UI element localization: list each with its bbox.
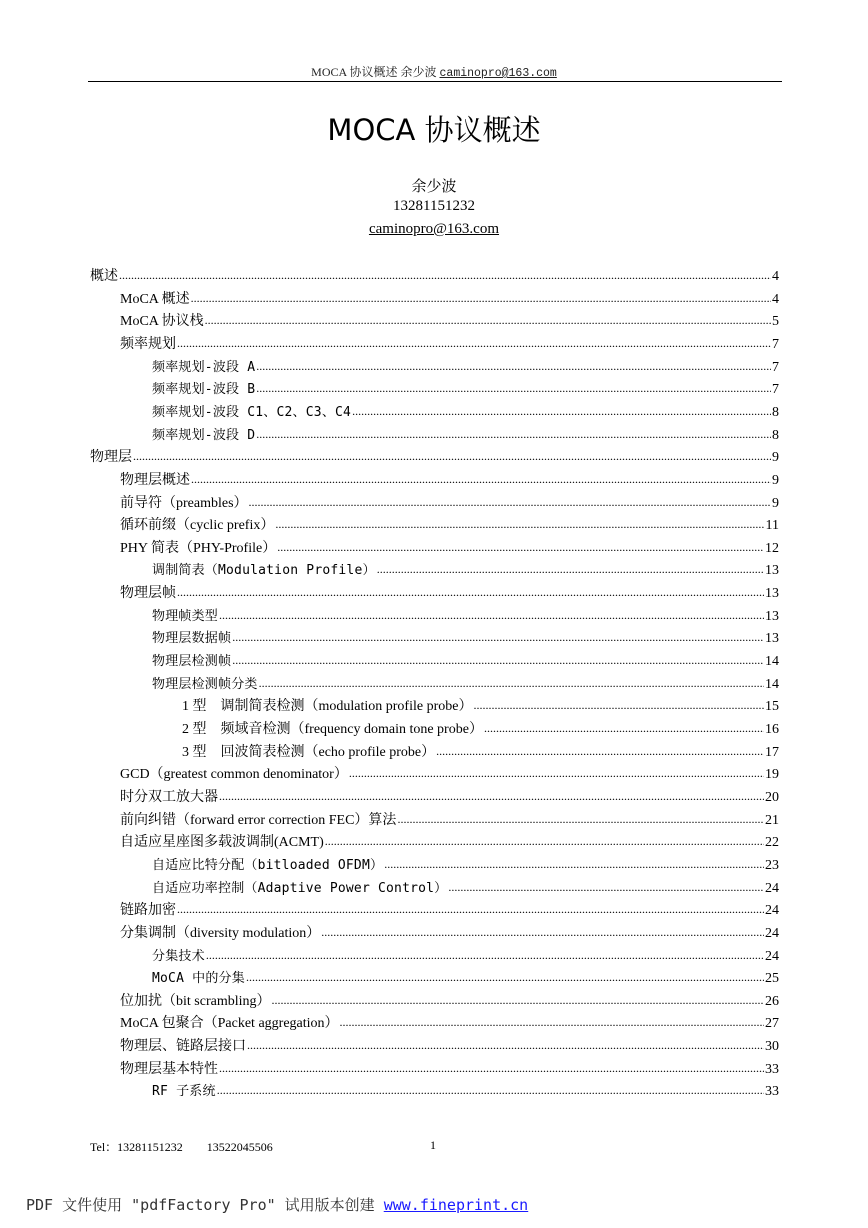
toc-dot-leader — [219, 608, 764, 626]
toc-entry-page: 24 — [765, 925, 779, 941]
toc-dot-leader — [256, 381, 771, 399]
toc-entry-label: 物理层检测帧 — [152, 654, 232, 670]
toc-entry-label: 物理层概述 — [120, 472, 190, 488]
toc-dot-leader — [397, 812, 764, 830]
watermark-link[interactable]: www.fineprint.cn — [383, 1196, 529, 1214]
toc-entry[interactable] — [152, 379, 779, 399]
toc-dot-leader — [256, 427, 771, 445]
toc-entry-label: 概述 — [90, 269, 118, 284]
toc-entry-label: 前导符（preambles） — [120, 495, 248, 511]
toc-entry[interactable] — [120, 764, 779, 784]
toc-entry[interactable] — [120, 810, 779, 830]
toc-entry-page: 13 — [765, 608, 779, 624]
toc-entry[interactable] — [120, 311, 779, 331]
toc-entry-page: 7 — [772, 336, 779, 352]
toc-entry[interactable] — [120, 1036, 779, 1056]
toc-entry-page: 14 — [765, 654, 779, 670]
toc-dot-leader — [436, 744, 764, 762]
toc-dot-leader — [249, 495, 771, 513]
toc-entry-page: 14 — [765, 676, 779, 692]
toc-entry[interactable] — [120, 787, 779, 807]
running-header — [88, 63, 780, 81]
toc-entry-page: 30 — [765, 1039, 779, 1055]
header-divider — [88, 81, 782, 82]
toc-entry-label: 分集技术 — [152, 948, 205, 964]
toc-entry[interactable] — [120, 583, 779, 603]
toc-entry-label: 调制简表（Modulation Profile） — [152, 563, 376, 579]
toc-dot-leader — [484, 721, 764, 739]
toc-entry-page: 4 — [772, 291, 779, 307]
toc-entry[interactable] — [152, 402, 779, 422]
toc-entry-page: 27 — [765, 1016, 779, 1032]
toc-dot-leader — [191, 472, 771, 490]
toc-dot-leader — [277, 540, 764, 558]
toc-entry[interactable] — [152, 628, 779, 648]
toc-entry-page: 12 — [765, 540, 779, 556]
toc-dot-leader — [232, 653, 764, 671]
toc-entry-label: 自适应功率控制（Adaptive Power Control） — [152, 880, 448, 896]
toc-entry[interactable] — [152, 855, 779, 875]
toc-dot-leader — [256, 359, 771, 377]
toc-entry-label: 物理层、链路层接口 — [120, 1039, 246, 1055]
toc-entry-page: 24 — [765, 903, 779, 919]
toc-entry[interactable] — [152, 651, 779, 671]
toc-entry-label: 链路加密 — [120, 903, 176, 919]
pdf-watermark — [26, 1194, 528, 1215]
author-name: 余少波 — [411, 179, 457, 195]
toc-entry-label: 2 型 频域音检测（frequency domain tone probe） — [182, 722, 483, 737]
toc-entry[interactable] — [120, 470, 779, 490]
toc-dot-leader — [206, 948, 764, 966]
toc-entry-label: 位加扰（bit scrambling） — [120, 993, 271, 1009]
toc-dot-leader — [177, 585, 764, 603]
toc-entry-label: 1 型 调制简表检测（modulation profile probe） — [182, 699, 473, 715]
toc-entry[interactable] — [152, 606, 779, 626]
footer-tel-label: Tel：13281151232 — [90, 1140, 183, 1154]
toc-entry[interactable] — [152, 560, 779, 580]
toc-dot-leader — [246, 970, 764, 988]
footer-phone — [90, 1138, 297, 1155]
toc-entry[interactable] — [120, 289, 779, 309]
toc-entry[interactable] — [120, 832, 779, 852]
toc-dot-leader — [205, 313, 771, 331]
toc-entry-page: 5 — [772, 314, 779, 330]
toc-entry-page: 8 — [772, 427, 779, 443]
toc-dot-leader — [177, 336, 771, 354]
toc-entry-label: 物理层基本特性 — [120, 1061, 218, 1077]
toc-entry-page: 17 — [765, 744, 779, 760]
toc-dot-leader — [217, 1083, 764, 1101]
toc-entry-label: RF 子系统 — [152, 1084, 216, 1100]
toc-entry-label: 频率规划-波段 B — [152, 382, 256, 398]
toc-dot-leader — [473, 698, 764, 716]
toc-entry[interactable] — [152, 878, 779, 898]
toc-entry-label: 自适应星座图多载波调制(ACMT) — [120, 835, 324, 851]
toc-entry-page: 20 — [765, 789, 779, 805]
toc-entry-label: 循环前缀（cyclic prefix） — [120, 518, 275, 534]
toc-entry-page: 9 — [772, 472, 779, 488]
toc-entry[interactable] — [182, 719, 779, 739]
toc-entry-label: 物理层数据帧 — [152, 631, 232, 647]
toc-entry-page: 16 — [765, 722, 779, 737]
toc-entry[interactable] — [120, 900, 779, 920]
toc-entry[interactable] — [90, 266, 779, 286]
toc-entry-page: 23 — [765, 857, 779, 873]
toc-entry-label: 物理层 — [90, 450, 132, 466]
toc-entry[interactable] — [152, 968, 779, 988]
toc-dot-leader — [377, 562, 764, 580]
toc-entry-page: 22 — [765, 835, 779, 851]
toc-dot-leader — [349, 766, 764, 784]
toc-dot-leader — [272, 993, 765, 1011]
toc-entry-page: 15 — [765, 699, 779, 715]
toc-entry-page: 33 — [765, 1084, 779, 1100]
toc-dot-leader — [384, 857, 764, 875]
toc-entry-page: 7 — [772, 382, 779, 398]
toc-entry-page: 13 — [765, 631, 779, 647]
toc-entry-page: 9 — [772, 450, 779, 466]
toc-entry[interactable] — [120, 538, 779, 558]
toc-dot-leader — [321, 925, 764, 943]
toc-entry-page: 24 — [765, 880, 779, 896]
toc-entry-page: 13 — [765, 563, 779, 579]
toc-entry-page: 21 — [765, 812, 779, 828]
toc-entry-label: 频率规划-波段 C1、C2、C3、C4 — [152, 404, 352, 420]
toc-dot-leader — [275, 517, 764, 535]
toc-entry-page: 25 — [765, 971, 779, 987]
toc-dot-leader — [352, 404, 771, 422]
toc-entry[interactable] — [120, 1013, 779, 1033]
toc-dot-leader — [119, 268, 771, 286]
toc-entry-page: 33 — [765, 1061, 779, 1077]
header-email-link[interactable]: caminopro@163.com — [439, 67, 557, 80]
author-email-link[interactable] — [0, 221, 868, 238]
toc-entry[interactable] — [152, 357, 779, 377]
toc-entry-page: 8 — [772, 404, 779, 420]
document-title: MOCA 协议概述 — [327, 113, 541, 147]
toc-entry-label: 频率规划-波段 D — [152, 427, 256, 443]
toc-entry-page: 26 — [765, 993, 779, 1009]
author-email-text[interactable]: caminopro@163.com — [368, 221, 500, 237]
toc-entry-label: PHY 简表（PHY-Profile） — [120, 540, 277, 556]
toc-dot-leader — [232, 630, 764, 648]
toc-dot-leader — [191, 291, 771, 309]
toc-entry-label: 物理帧类型 — [152, 608, 219, 624]
header-text: MOCA 协议概述 余少波 — [311, 65, 437, 79]
toc-entry[interactable] — [120, 991, 779, 1011]
toc-dot-leader — [259, 676, 764, 694]
toc-entry-label: MoCA 概述 — [120, 291, 190, 307]
toc-entry[interactable] — [120, 493, 779, 513]
toc-dot-leader — [247, 1038, 764, 1056]
toc-entry[interactable] — [152, 674, 779, 694]
toc-entry-label: MoCA 中的分集 — [152, 971, 245, 987]
toc-entry-label: GCD（greatest common denominator） — [120, 767, 348, 783]
toc-entry-label: 分集调制（diversity modulation） — [120, 925, 321, 941]
toc-dot-leader — [219, 1061, 764, 1079]
author-phone: 13281151232 — [393, 198, 475, 214]
toc-entry[interactable] — [120, 334, 779, 354]
toc-entry-label: 物理层帧 — [120, 586, 176, 602]
toc-entry[interactable] — [152, 425, 779, 445]
toc-entry[interactable] — [90, 447, 779, 467]
toc-entry-page: 4 — [772, 269, 779, 284]
toc-entry-page: 24 — [765, 948, 779, 964]
toc-entry-page: 11 — [765, 518, 779, 534]
toc-dot-leader — [133, 449, 771, 467]
toc-entry-page: 19 — [765, 767, 779, 783]
toc-entry-page: 7 — [772, 359, 779, 375]
footer-tel-secondary: 13522045506 — [206, 1140, 273, 1154]
toc-entry-label: 时分双工放大器 — [120, 789, 218, 805]
toc-entry[interactable] — [120, 515, 779, 535]
toc-entry-label: 物理层检测帧分类 — [152, 676, 258, 692]
toc-dot-leader — [448, 880, 764, 898]
toc-entry-label: 频率规划 — [120, 336, 176, 352]
watermark-text: PDF 文件使用 "pdfFactory Pro" 试用版本创建 — [26, 1196, 384, 1214]
toc-entry[interactable] — [120, 923, 779, 943]
toc-dot-leader — [340, 1015, 764, 1033]
toc-entry[interactable] — [182, 696, 779, 716]
toc-entry-label: MoCA 包聚合（Packet aggregation） — [120, 1016, 339, 1032]
toc-entry[interactable] — [152, 1081, 779, 1101]
toc-entry-label: MoCA 协议栈 — [120, 314, 204, 330]
toc-entry-label: 前向纠错（forward error correction FEC）算法 — [120, 812, 397, 828]
toc-entry[interactable] — [120, 1059, 779, 1079]
toc-entry-page: 13 — [765, 586, 779, 602]
toc-entry-label: 3 型 回波简表检测（echo profile probe） — [182, 744, 436, 760]
toc-entry-label: 频率规划-波段 A — [152, 359, 256, 375]
toc-dot-leader — [325, 834, 764, 852]
toc-entry[interactable] — [152, 946, 779, 966]
toc-entry-label: 自适应比特分配（bitloaded OFDM） — [152, 857, 384, 873]
toc-entry-page: 9 — [772, 495, 779, 511]
toc-dot-leader — [219, 789, 764, 807]
page-number: 1 — [430, 1138, 436, 1152]
toc-entry[interactable] — [182, 742, 779, 762]
toc-dot-leader — [177, 902, 764, 920]
